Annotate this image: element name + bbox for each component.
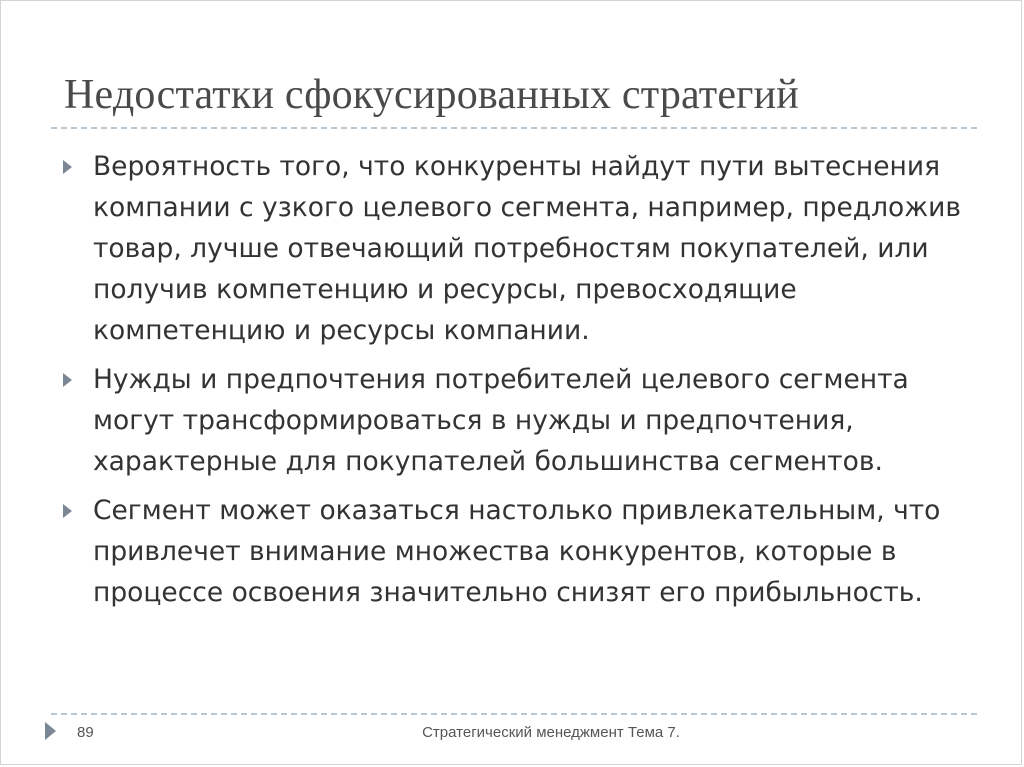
bullet-item	[61, 359, 961, 482]
bullet-text: Вероятность того, что конкуренты найдут пути вытеснения компании с узкого целевого сегмента, например, предложив товар, лучше отвечающий потребностям покупателей, или получив компетенцию и ресурсы, превосходящие компетенцию и ресурсы компании.	[93, 151, 961, 346]
triangle-right-icon	[45, 722, 56, 740]
page-number: 89	[77, 724, 94, 741]
slide-title: Недостатки сфокусированных стратегий	[64, 72, 799, 118]
bullet-item	[61, 146, 961, 351]
bullet-text: Нужды и предпочтения потребителей целевого сегмента могут трансформироваться в нужды и предпочтения, характерные для покупателей большинства сегментов.	[93, 364, 909, 477]
title-divider	[51, 127, 977, 129]
bullet-text: Сегмент может оказаться настолько привлекательным, что привлечет внимание множества конкурентов, которые в процессе освоения значительно снизят его прибыльность.	[93, 495, 941, 608]
bullet-list	[61, 146, 961, 621]
bullet-item	[61, 490, 961, 613]
triangle-right-icon	[63, 373, 72, 387]
footer-text: Стратегический менеджмент Тема 7.	[422, 724, 680, 741]
triangle-right-icon	[63, 504, 72, 518]
triangle-right-icon	[63, 160, 72, 174]
footer-divider	[51, 713, 977, 715]
